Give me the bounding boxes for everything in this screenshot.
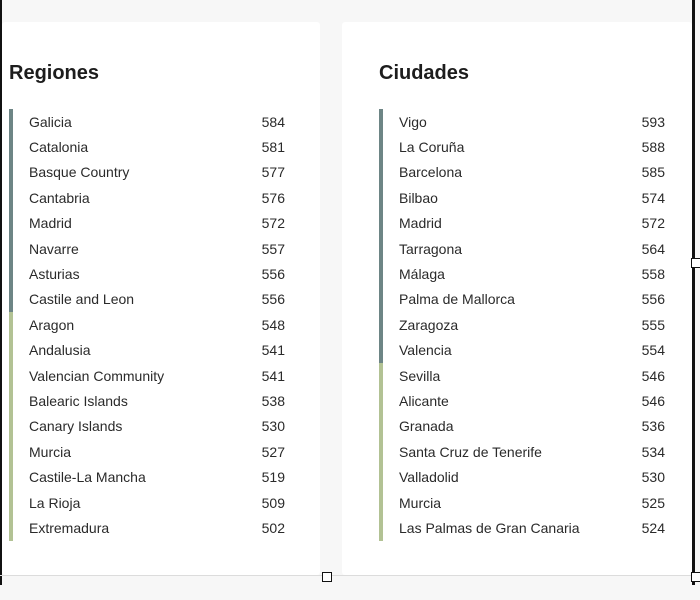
item-name: Canary Islands — [29, 418, 123, 435]
list-item — [9, 363, 299, 388]
list-item — [379, 464, 669, 489]
item-name: Catalonia — [29, 139, 89, 156]
item-name: Aragon — [29, 316, 75, 333]
item-name: Las Palmas de Gran Canaria — [399, 519, 580, 536]
item-name: Asturias — [29, 266, 80, 283]
group-indicator-bar — [9, 109, 13, 134]
item-value: 534 — [641, 443, 665, 460]
list-item — [379, 287, 669, 312]
list-item — [9, 515, 299, 540]
group-indicator-bar — [379, 211, 383, 236]
item-name: Navarre — [29, 240, 79, 257]
list-item — [9, 464, 299, 489]
group-indicator-bar — [379, 261, 383, 286]
item-name: Palma de Mallorca — [399, 291, 515, 308]
group-indicator-bar — [9, 439, 13, 464]
item-name: Tarragona — [399, 240, 463, 257]
item-name: Galicia — [29, 113, 72, 130]
list-item — [379, 490, 669, 515]
right-border — [692, 0, 695, 585]
list-item — [379, 515, 669, 540]
item-name: Málaga — [399, 266, 445, 283]
group-indicator-bar — [379, 287, 383, 312]
ciudades-card — [342, 22, 692, 575]
list-item — [9, 261, 299, 286]
item-name: Murcia — [399, 494, 442, 511]
list-item — [9, 490, 299, 515]
group-indicator-bar — [9, 261, 13, 286]
item-name: Barcelona — [399, 164, 463, 181]
item-name: La Coruña — [399, 139, 465, 156]
item-name: Valencian Community — [29, 367, 165, 384]
item-value: 538 — [261, 392, 285, 409]
group-indicator-bar — [9, 160, 13, 185]
list-item — [9, 211, 299, 236]
item-value: 588 — [641, 139, 665, 156]
resize-handle[interactable] — [691, 258, 700, 268]
item-value: 581 — [261, 139, 285, 156]
item-value: 502 — [261, 519, 285, 536]
group-indicator-bar — [379, 414, 383, 439]
item-name: Zaragoza — [399, 316, 459, 333]
item-value: 541 — [261, 367, 285, 384]
item-name: La Rioja — [29, 494, 81, 511]
item-value: 530 — [641, 469, 665, 486]
item-name: Castile and Leon — [29, 291, 135, 308]
group-indicator-bar — [9, 515, 13, 540]
list-item — [9, 414, 299, 439]
regiones-title: Regiones — [9, 62, 100, 84]
group-indicator-bar — [9, 211, 13, 236]
item-name: Castile-La Mancha — [29, 469, 146, 486]
item-value: 564 — [641, 240, 665, 257]
group-indicator-bar — [9, 236, 13, 261]
ciudades-list — [379, 109, 669, 541]
group-indicator-bar — [9, 363, 13, 388]
regiones-card — [2, 22, 320, 575]
group-indicator-bar — [9, 287, 13, 312]
group-indicator-bar — [379, 134, 383, 159]
group-indicator-bar — [9, 185, 13, 210]
resize-handle[interactable] — [691, 572, 700, 582]
item-value: 556 — [261, 291, 285, 308]
item-value: 546 — [641, 367, 665, 384]
resize-handle[interactable] — [322, 572, 332, 582]
item-value: 574 — [641, 189, 665, 206]
list-item — [379, 312, 669, 337]
item-name: Alicante — [399, 392, 449, 409]
item-name: Basque Country — [29, 164, 130, 181]
item-name: Valencia — [399, 342, 452, 359]
item-name: Bilbao — [399, 189, 438, 206]
item-value: 584 — [261, 113, 285, 130]
item-name: Madrid — [399, 215, 442, 232]
item-value: 527 — [261, 443, 285, 460]
list-item — [9, 236, 299, 261]
item-value: 509 — [261, 494, 285, 511]
list-item — [9, 388, 299, 413]
item-name: Murcia — [29, 443, 72, 460]
group-indicator-bar — [379, 515, 383, 540]
list-item — [379, 414, 669, 439]
group-indicator-bar — [379, 388, 383, 413]
group-indicator-bar — [379, 312, 383, 337]
item-value: 546 — [641, 392, 665, 409]
list-item — [379, 439, 669, 464]
item-name: Granada — [399, 418, 454, 435]
list-item — [379, 160, 669, 185]
list-item — [9, 109, 299, 134]
group-indicator-bar — [379, 338, 383, 363]
item-value: 593 — [641, 113, 665, 130]
regiones-list — [9, 109, 299, 541]
item-value: 555 — [641, 316, 665, 333]
group-indicator-bar — [379, 236, 383, 261]
item-value: 541 — [261, 342, 285, 359]
item-value: 525 — [641, 494, 665, 511]
list-item — [379, 363, 669, 388]
item-value: 524 — [641, 519, 665, 536]
item-name: Madrid — [29, 215, 72, 232]
group-indicator-bar — [9, 338, 13, 363]
list-item — [9, 338, 299, 363]
list-item — [379, 338, 669, 363]
item-name: Cantabria — [29, 189, 90, 206]
item-name: Sevilla — [399, 367, 441, 384]
ciudades-title: Ciudades — [379, 62, 470, 84]
list-item — [379, 261, 669, 286]
group-indicator-bar — [379, 185, 383, 210]
group-indicator-bar — [379, 464, 383, 489]
group-indicator-bar — [379, 109, 383, 134]
list-item — [9, 287, 299, 312]
item-value: 557 — [261, 240, 285, 257]
list-item — [379, 236, 669, 261]
group-indicator-bar — [379, 160, 383, 185]
item-name: Santa Cruz de Tenerife — [399, 443, 542, 460]
group-indicator-bar — [9, 388, 13, 413]
item-value: 572 — [261, 215, 285, 232]
item-name: Balearic Islands — [29, 392, 128, 409]
group-indicator-bar — [379, 490, 383, 515]
item-value: 519 — [261, 469, 285, 486]
item-value: 556 — [261, 266, 285, 283]
list-item — [9, 160, 299, 185]
group-indicator-bar — [9, 134, 13, 159]
list-item — [9, 439, 299, 464]
group-indicator-bar — [9, 490, 13, 515]
item-name: Vigo — [399, 113, 427, 130]
bottom-divider — [0, 575, 693, 576]
item-value: 554 — [641, 342, 665, 359]
item-value: 585 — [641, 164, 665, 181]
group-indicator-bar — [9, 312, 13, 337]
list-item — [379, 211, 669, 236]
item-value: 556 — [641, 291, 665, 308]
item-name: Andalusia — [29, 342, 91, 359]
list-item — [379, 109, 669, 134]
list-item — [9, 185, 299, 210]
list-item — [379, 185, 669, 210]
list-item — [379, 134, 669, 159]
group-indicator-bar — [379, 363, 383, 388]
item-value: 576 — [261, 189, 285, 206]
item-value: 572 — [641, 215, 665, 232]
item-value: 530 — [261, 418, 285, 435]
group-indicator-bar — [9, 464, 13, 489]
list-item — [9, 312, 299, 337]
item-value: 558 — [641, 266, 665, 283]
group-indicator-bar — [379, 439, 383, 464]
list-item — [9, 134, 299, 159]
item-value: 577 — [261, 164, 285, 181]
item-name: Valladolid — [399, 469, 459, 486]
item-name: Extremadura — [29, 519, 110, 536]
item-value: 548 — [261, 316, 285, 333]
group-indicator-bar — [9, 414, 13, 439]
list-item — [379, 388, 669, 413]
item-value: 536 — [641, 418, 665, 435]
